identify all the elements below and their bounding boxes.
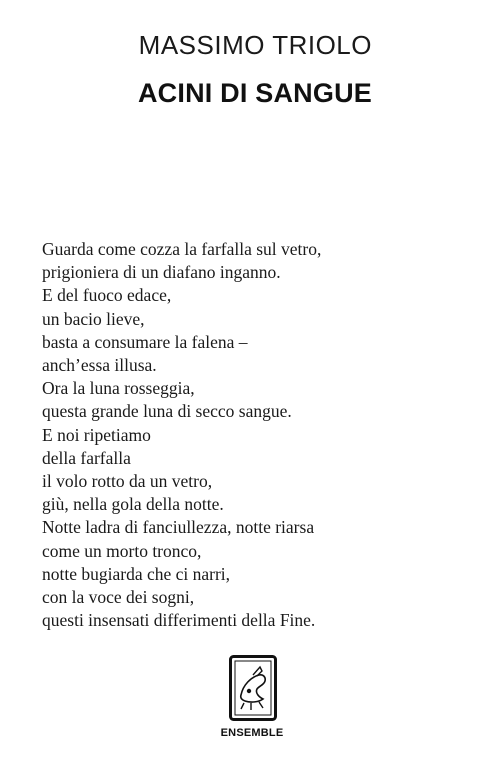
poem-line: un bacio lieve, [42,308,145,329]
poem-line: basta a consumare la falena – [42,331,248,352]
poem-line: questi insensati differimenti della Fine. [42,610,316,631]
book-title: ACINI DI SANGUE [137,78,372,108]
poem-line: prigioniera di un diafano inganno. [42,262,281,283]
poem-line: della farfalla [42,447,131,468]
poem-line: il volo rotto da un vetro, [42,471,213,492]
poem-line: E noi ripetiamo [42,424,151,445]
poem-line: notte bugiarda che ci narri, [42,563,231,584]
poem-text [42,238,321,632]
poem-line: Notte ladra di fanciullezza, notte riarsa [42,517,315,538]
poem-line: anch’essa illusa. [42,355,157,376]
publisher-name: ENSEMBLE [220,727,284,739]
poem-line: E del fuoco edace, [42,285,172,306]
poem-line: con la voce dei sogni, [42,587,195,608]
poem-line: giù, nella gola della notte. [42,494,224,515]
ensemble-logo-icon [229,655,277,721]
author-name: MASSIMO TRIOLO [138,30,372,60]
poem-line: Ora la luna rosseggia, [42,378,195,399]
poem-line: come un morto tronco, [42,540,202,561]
poem-line: questa grande luna di secco sangue. [42,401,292,422]
poem-line: Guarda come cozza la farfalla sul vetro, [42,239,322,259]
